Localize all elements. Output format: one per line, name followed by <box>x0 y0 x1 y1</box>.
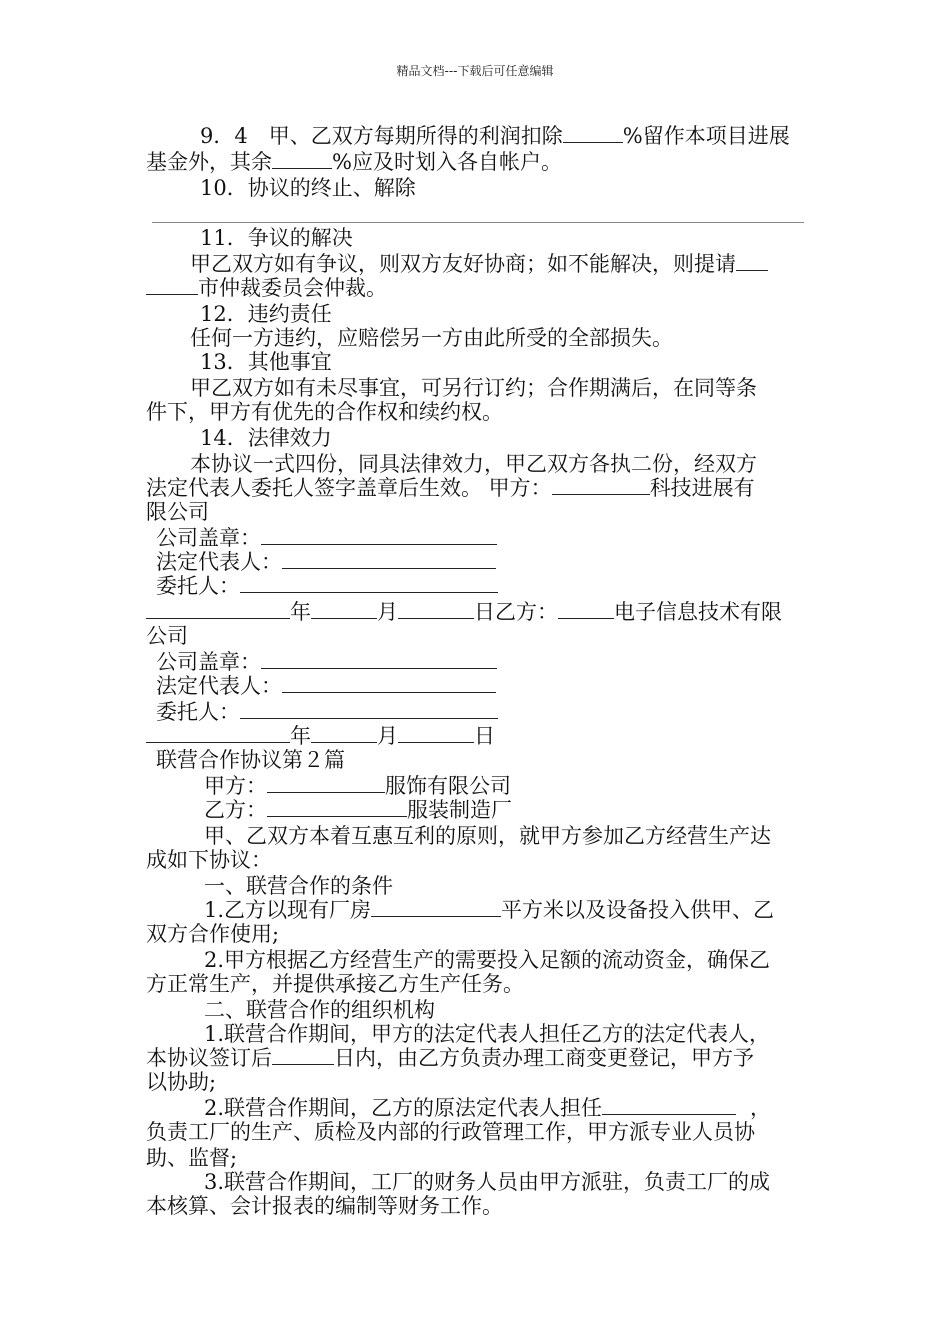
blank-field <box>282 550 496 569</box>
clause-9-4-line1: 9．4 甲、乙双方每期所得的利润扣除 %留作本项目进展 <box>200 124 790 148</box>
blank-field <box>240 700 498 719</box>
preamble-line1: 甲、乙双方本着互惠互利的原则，就甲方参加乙方经营生产达 <box>204 824 771 848</box>
condition-1-line2: 双方合作使用; <box>146 922 280 946</box>
blank-field <box>261 526 497 545</box>
clause-14-text-line2: 法定代表人委托人签字盖章后生效。 甲方： 科技进展有 <box>146 476 755 500</box>
blank-field <box>282 674 496 693</box>
org-3-line1: 3.联营合作期间，工厂的财务人员由甲方派驻，负责工厂的成 <box>204 1170 771 1194</box>
blank-field <box>602 1096 736 1115</box>
blank-field <box>146 600 290 619</box>
blank-field <box>146 724 290 743</box>
preamble-line2: 成如下协议： <box>146 848 272 872</box>
blank-field <box>563 124 623 143</box>
page-header: 精品文档---下载后可任意编辑 <box>396 64 554 78</box>
blank-field <box>272 150 332 169</box>
clause-13-text-line1: 甲乙双方如有未尽事宜，可另行订约；合作期满后，在同等条 <box>190 376 757 400</box>
party-a-line: 甲方： 服饰有限公司 <box>204 774 511 798</box>
article-2-title: 联营合作协议第２篇 <box>156 748 345 772</box>
party-b-seal-line: 公司盖章： <box>156 650 497 674</box>
blank-field <box>146 276 198 295</box>
blank-field <box>267 798 407 817</box>
clause-10-heading: 10．协议的终止、解除 <box>200 176 416 200</box>
clause-13-text-line2: 件下，甲方有优先的合作权和续约权。 <box>146 400 503 424</box>
org-1-line2: 本协议签订后 日内，由乙方负责办理工商变更登记，甲方予 <box>146 1046 754 1070</box>
blank-field <box>552 476 650 495</box>
party-a-seal-line: 公司盖章： <box>156 526 497 550</box>
org-2-line1: 2.联营合作期间，乙方的原法定代表人担任 ， <box>204 1096 772 1120</box>
clause-12-text: 任何一方违约，应赔偿另一方由此所受的全部损失。 <box>190 326 673 350</box>
section-1-heading: 一、联营合作的条件 <box>204 874 393 898</box>
party-b-rep-line: 法定代表人： <box>156 674 496 698</box>
blank-field <box>558 600 614 619</box>
org-3-line2: 本核算、会计报表的编制等财务工作。 <box>146 1194 503 1218</box>
clause-14-heading: 14．法律效力 <box>200 426 332 450</box>
blank-field <box>398 600 474 619</box>
party-a-agent-line: 委托人： <box>156 574 498 598</box>
clause-14-text-line1: 本协议一式四份，同具法律效力，甲乙双方各执二份，经双方 <box>190 452 757 476</box>
blank-field <box>311 600 377 619</box>
section-2-heading: 二、联营合作的组织机构 <box>204 998 435 1022</box>
clause-11-text-line2: 市仲裁委员会仲裁。 <box>146 276 387 300</box>
party-b-line: 乙方： 服装制造厂 <box>204 798 512 822</box>
org-1-line1: 1.联营合作期间，甲方的法定代表人担任乙方的法定代表人， <box>204 1022 771 1046</box>
blank-field <box>261 650 497 669</box>
blank-field <box>736 252 768 271</box>
party-b-name-line2: 公司 <box>146 624 188 648</box>
org-1-line3: 以协助; <box>146 1070 217 1094</box>
party-b-date-line: 年 月 日 <box>146 724 495 748</box>
party-b-agent-line: 委托人： <box>156 700 498 724</box>
party-a-rep-line: 法定代表人： <box>156 550 496 574</box>
blank-field <box>398 724 474 743</box>
clause-9-4-line2: 基金外，其余 %应及时划入各自帐户。 <box>146 150 562 174</box>
clause-11-text-line1: 甲乙双方如有争议，则双方友好协商；如不能解决，则提请 <box>190 252 768 276</box>
condition-2-line2: 方正常生产，并提供承接乙方生产任务。 <box>146 972 524 996</box>
party-a-date-line: 年 月 日乙方： 电子信息技术有限 <box>146 600 782 624</box>
clause-14-text-line3: 限公司 <box>146 500 209 524</box>
clause-11-heading: 11．争议的解决 <box>200 226 353 250</box>
org-2-line3: 助、监督; <box>146 1146 238 1170</box>
condition-2-line1: 2.甲方根据乙方经营生产的需要投入足额的流动资金，确保乙 <box>204 948 771 972</box>
blank-field <box>272 1046 334 1065</box>
condition-1-line1: 1.乙方以现有厂房 平方米以及设备投入供甲、乙 <box>204 898 775 922</box>
blank-field <box>267 774 385 793</box>
clause-12-heading: 12．违约责任 <box>200 302 332 326</box>
blank-field <box>311 724 377 743</box>
blank-field <box>240 574 498 593</box>
blank-field <box>371 898 501 917</box>
clause-13-heading: 13．其他事宜 <box>200 350 332 374</box>
org-2-line2: 负责工厂的生产、质检及内部的行政管理工作，甲方派专业人员协 <box>146 1120 755 1144</box>
blank-line-divider <box>152 222 804 223</box>
